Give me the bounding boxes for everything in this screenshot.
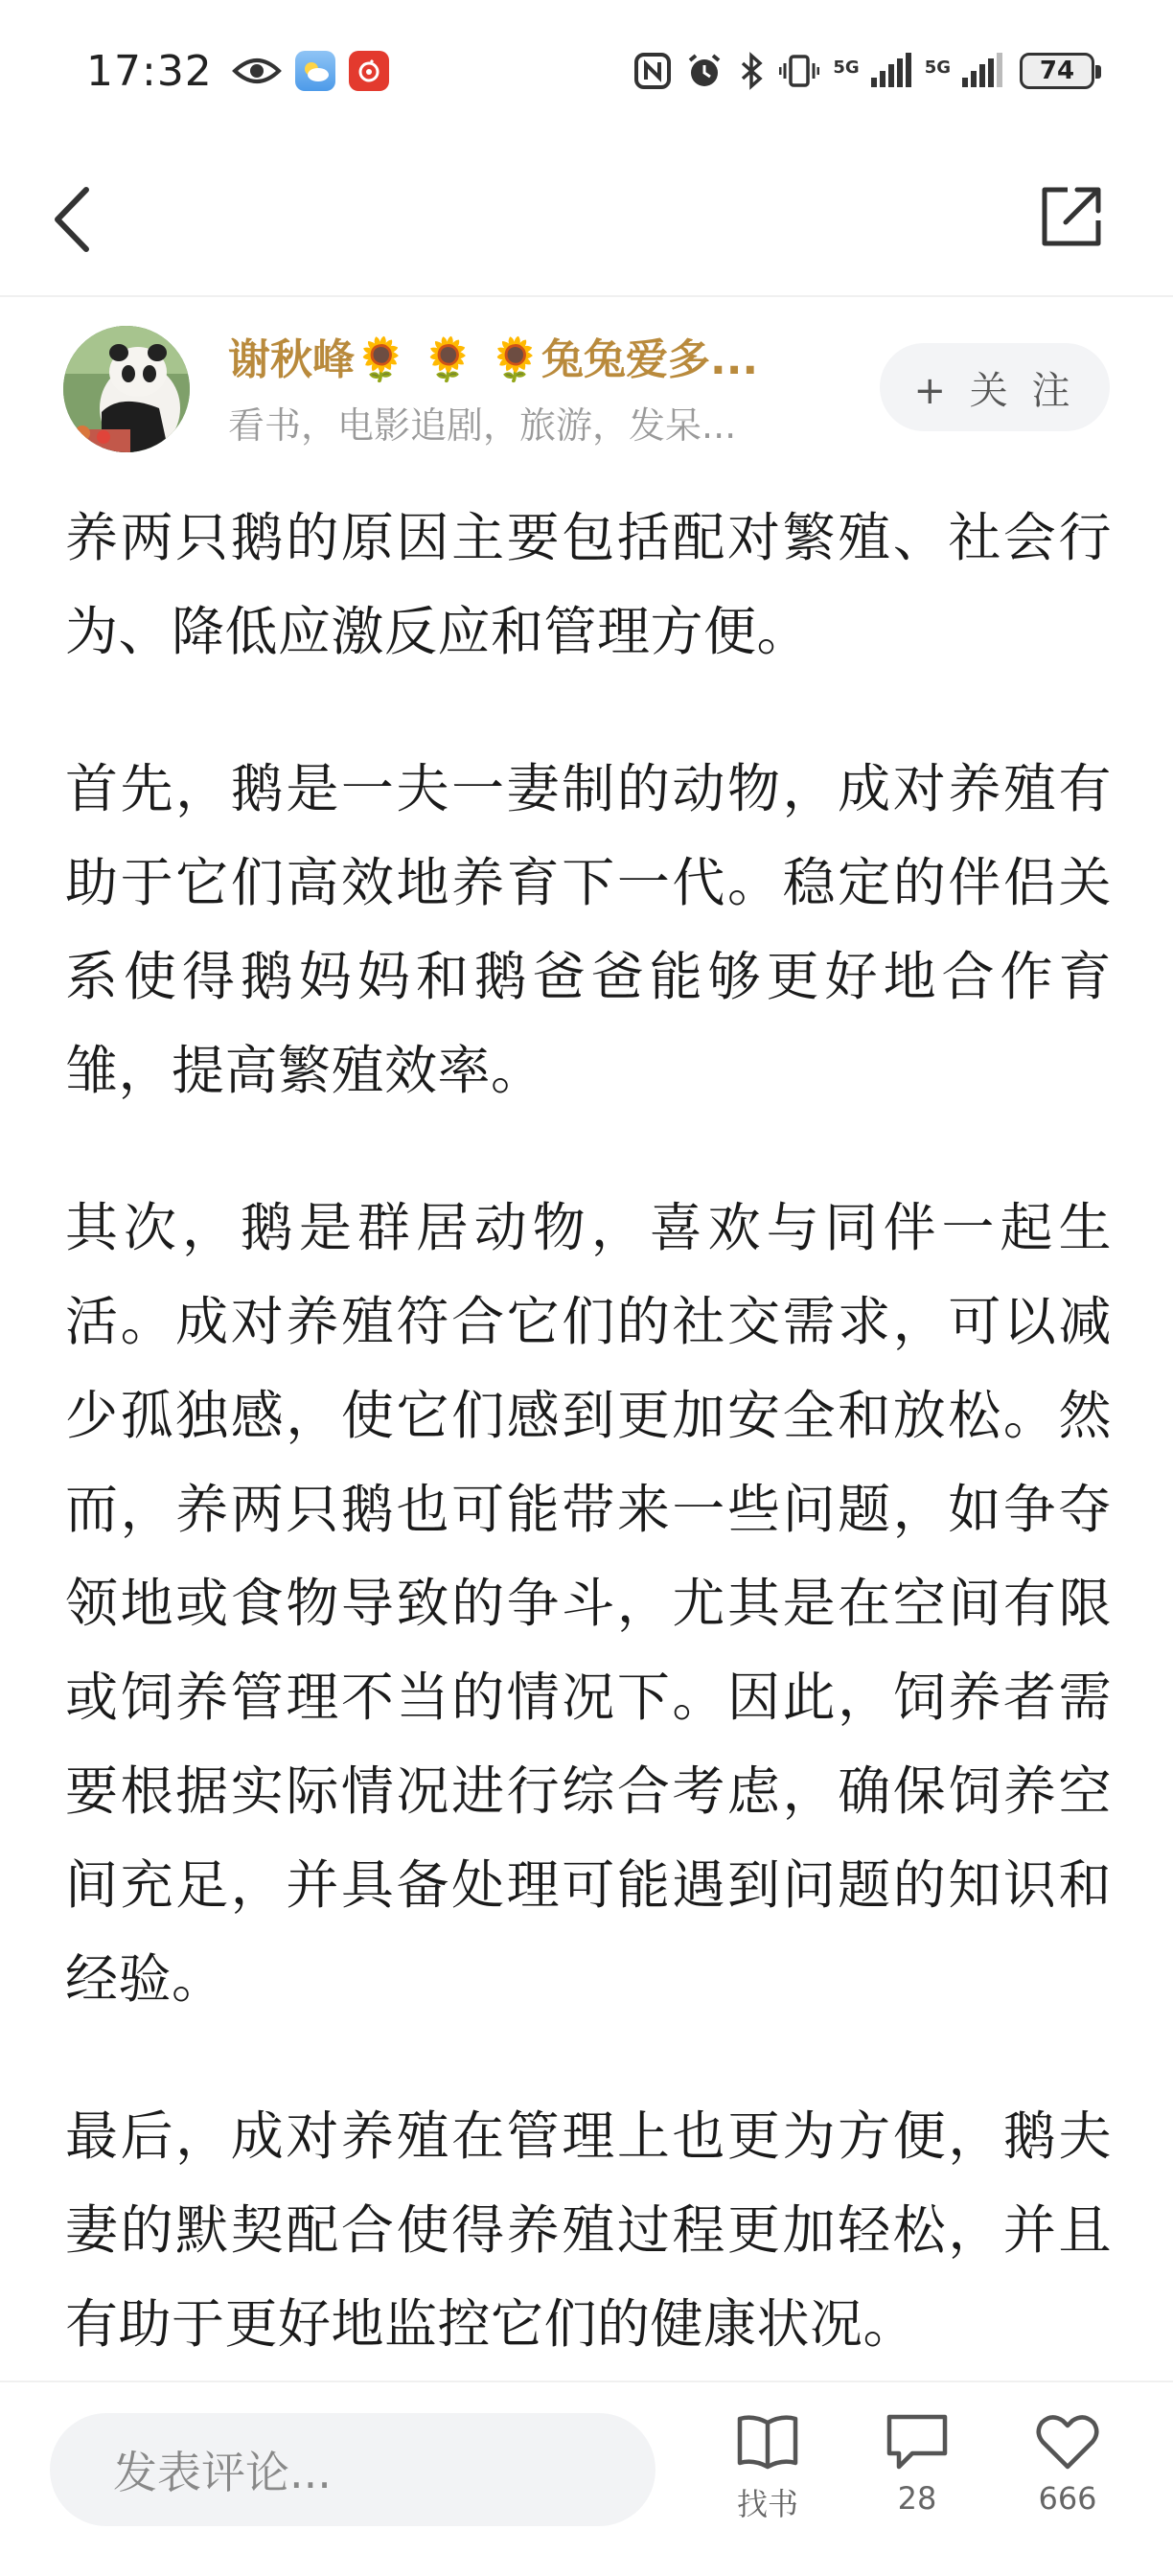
article-paragraph: 其次，鹅是群居动物，喜欢与同伴一起生活。成对养殖符合它们的社交需求，可以减少孤独感，使它们感到更加安全和放松。然而，养两只鹅也可能带来一些问题，如争夺领地或食物导致的争斗，尤其是在空间有限或饲养管理不当的情况下。因此，饲养者需要根据实际情况进行综合考虑，确保饲养空间充足，并具备处理可能遇到问题的知识和经验。 — [65, 1197, 1112, 2010]
comment-input[interactable]: 发表评论... — [50, 2413, 656, 2526]
article-paragraph: 最后，成对养殖在管理上也更为方便，鹅夫妻的默契配合使得养殖过程更加轻松，并且有助于更好地监控它们的健康状况。 — [65, 2105, 1112, 2355]
weather-icon — [295, 51, 335, 91]
alarm-icon — [685, 52, 724, 90]
article-paragraph: 养两只鹅的原因主要包括配对繁殖、社会行为、降低应激反应和管理方便。 — [65, 507, 1112, 662]
follow-button[interactable]: + 关 注 — [880, 343, 1110, 431]
vibrate-icon — [779, 52, 819, 90]
author-row — [0, 316, 1173, 460]
share-button[interactable] — [1041, 178, 1108, 255]
book-icon — [734, 2411, 801, 2472]
signal-icon — [869, 53, 911, 89]
battery-indicator: 74 — [1020, 53, 1094, 89]
heart-icon — [1034, 2411, 1101, 2472]
bottom-action-bar — [0, 2380, 1173, 2576]
chevron-left-icon — [52, 186, 94, 253]
author-bio: 看书，电影追剧，旅游，发呆... — [228, 403, 737, 447]
comments-count: 28 — [897, 2480, 937, 2517]
status-right — [620, 52, 1094, 90]
avatar[interactable] — [63, 326, 190, 452]
bluetooth-icon — [737, 52, 766, 90]
comments-button[interactable] — [860, 2411, 975, 2555]
article-paragraph: 首先，鹅是一夫一妻制的动物，成对养殖有助于它们高效地养育下一代。稳定的伴侣关系使得鹅妈妈和鹅爸爸能够更好地合作育雏，提高繁殖效率。 — [65, 758, 1112, 1101]
like-button[interactable] — [1010, 2411, 1125, 2555]
netease-music-icon — [349, 51, 389, 91]
article-body — [65, 491, 1112, 2434]
find-book-button[interactable] — [710, 2411, 825, 2555]
likes-count: 666 — [1038, 2480, 1097, 2517]
comment-icon — [884, 2411, 951, 2472]
external-share-icon — [1041, 186, 1102, 247]
back-button[interactable] — [52, 176, 109, 263]
find-book-label: 找书 — [736, 2486, 798, 2522]
author-name[interactable]: 谢秋峰🌻 🌻 🌻兔兔爱多... — [228, 335, 759, 384]
nfc-icon — [633, 52, 672, 90]
nav-bar — [0, 142, 1173, 297]
eye-icon — [232, 56, 282, 86]
network-type-2: 5G — [924, 58, 951, 78]
signal-icon-2 — [960, 53, 1002, 89]
status-left — [86, 47, 389, 96]
network-type-1: 5G — [833, 58, 860, 78]
status-time: 17:32 — [86, 46, 213, 96]
status-bar — [0, 0, 1173, 142]
